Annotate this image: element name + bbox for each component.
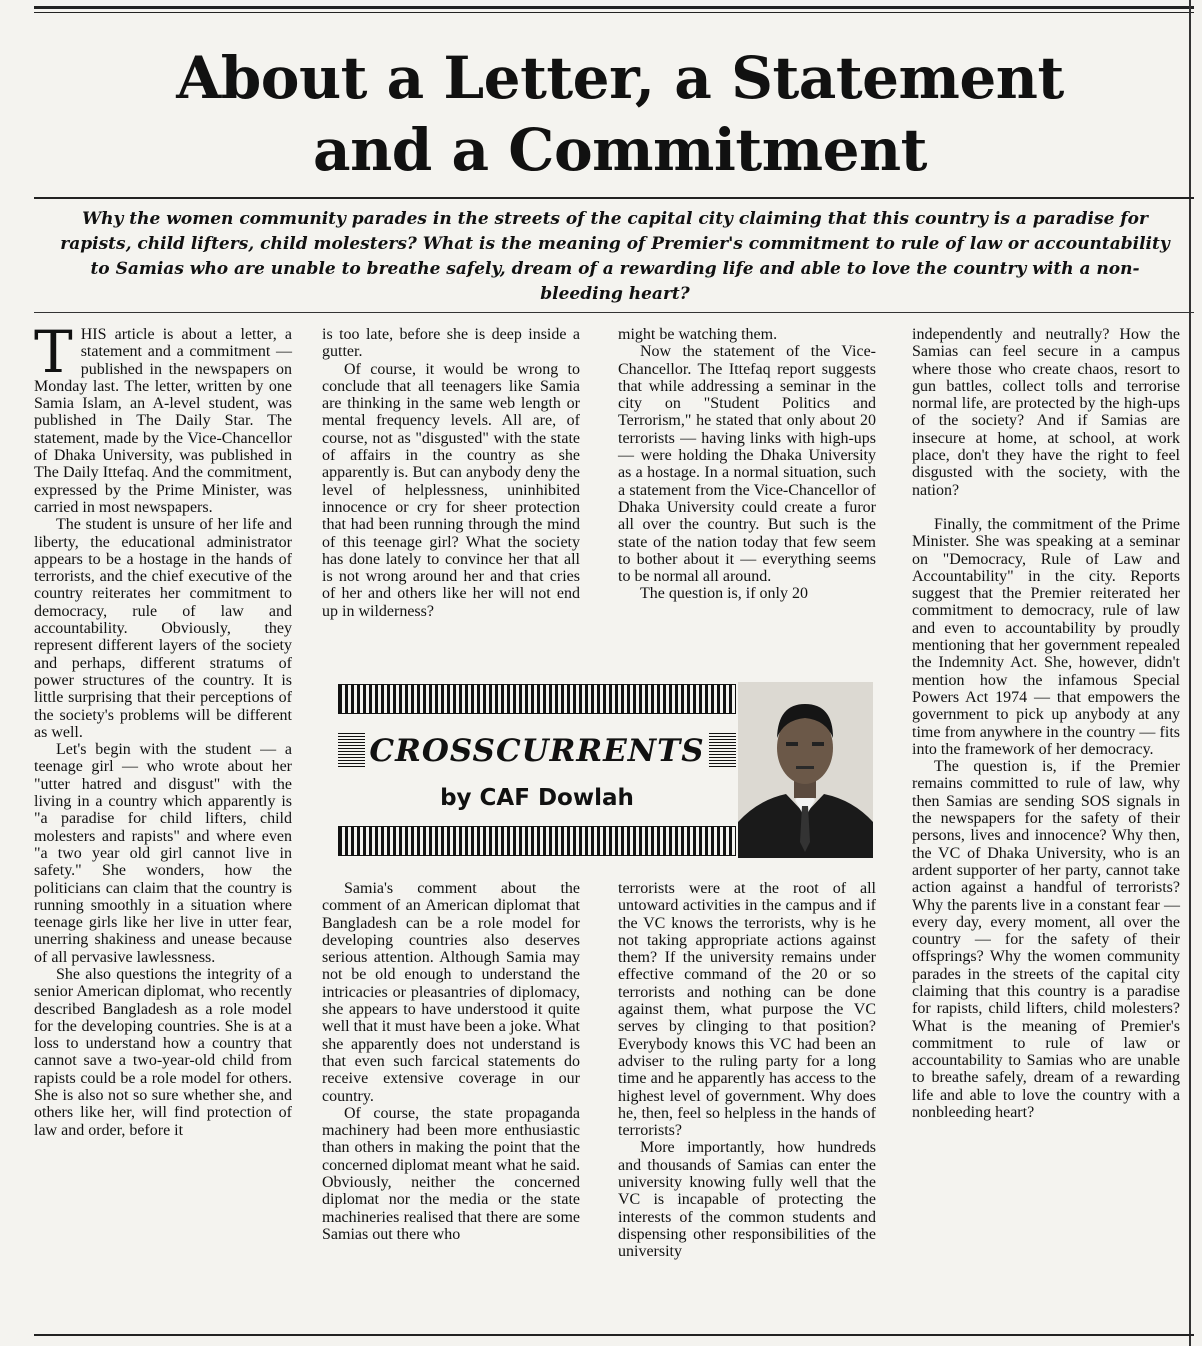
col3-para-3: The question is, if only 20 bbox=[640, 585, 808, 603]
column-1 bbox=[34, 318, 292, 1338]
column-title: CROSSCURRENTS bbox=[338, 733, 736, 769]
column-2-top bbox=[322, 326, 580, 676]
col4-para-2: Finally, the commitment of the Prime Minister. She was speaking at a seminar on "Democracy, Rule of Law and Accountability" in the city. Reports suggest that the Premier reiterated her commitment to democracy, rule of law and even to accountability by proudly mentioning that her government repealed the Indemnity Act. She, however, didn't mention how the infamous Special Powers Act 1974 — that empowers the government to pick up anybody at any time from anywhere in the country — fits into the framework of her democracy. bbox=[912, 515, 1180, 758]
col1-para-2: The student is unsure of her life and liberty, the educational administrator appears to be a hostage in the hands of terrorists, and the chief executive of the country reiterates her commitment to democracy, rule of law and accountability. Obviously, they represent different layers of the society and perhaps, different stratums of power structures of the country. It is little surprising that their perceptions of the society's problems will be different as well. bbox=[34, 516, 292, 741]
top-rule bbox=[34, 6, 1194, 9]
barcode-bar-bottom bbox=[338, 826, 736, 856]
bottom-rule bbox=[34, 1334, 1194, 1336]
author-portrait-icon bbox=[738, 682, 873, 858]
col2-bottom-para-2: Of course, the state propaganda machinery had been more enthusiastic than others in making the point that the concerned diplomat meant what he said. Obviously, neither the concerned diplomat nor the media or the state machineries realised that there are some Samias out there who bbox=[322, 1104, 580, 1243]
drop-cap: T bbox=[34, 318, 73, 386]
barcode-bar-top bbox=[338, 684, 736, 714]
col3-para-1: might be watching them. bbox=[618, 326, 778, 343]
col4-para-3: The question is, if the Premier remains committed to rule of law, why then Samias are sending SOS signals in the newspapers for the safety of their persons, lives and innocence? Why then, the VC of Dhaka University, who is an ardent supporter of her party, cannot take action against a handful of terrorists? Why the parents live in a constant fear — every day, every moment, all over the country — for the safety of their offsprings? Why the women community parades in the streets of the capital city claiming that this country is a paradise for rapists, child lifters, child molesters? What is the meaning of Premier's commitment to rule of law or accountability to Samias who are unable to breathe safely, dream of a rewarding life and able to love the country with a nonbleeding heart? bbox=[912, 758, 1180, 1122]
col3-para-2: Now the statement of the Vice-Chancellor. The Ittefaq report suggests that while addressing a seminar in the city on "Student Politics and Terrorism," he stated that only about 20 terrorists — having links with high-ups — were holding the Dhaka University as a hostage. In a normal situation, such a statement from the Vice-Chancellor of Dhaka University could create a furor all over the country. But such is the state of the nation today that few seem to bother about it — everything seems to be normal all around. bbox=[618, 343, 876, 586]
column-3-top bbox=[618, 326, 876, 676]
byline: by CAF Dowlah bbox=[440, 785, 634, 811]
deck-rule bbox=[34, 312, 1194, 313]
col2-bottom-para-1: Samia's comment about the comment of an American diplomat that Bangladesh can be a role model for developing countries also deserves serious attention. Although Samia may not be old enough to understand the intricacies or pleasantries of diplomacy, she appears to have understood it quite well that it must have been a joke. What she apparently does not understand is that even such farcical statements do receive extensive coverage in our country. bbox=[322, 880, 580, 1105]
col3-bottom-para-2: More importantly, how hundreds and thousands of Samias can enter the university knowing fully well that the VC is incapable of protecting the interests of the common students and dispensing other responsibilities of the university bbox=[618, 1139, 876, 1261]
headline-rule bbox=[34, 197, 1194, 199]
column-3-bottom bbox=[618, 880, 876, 1330]
headline-line-2: and a Commitment bbox=[313, 116, 927, 184]
col2-para-1: is too late, before she is deep inside a gutter. bbox=[322, 326, 580, 361]
col1-para-1: THIS article is about a letter, a statement and a commitment — published in the newspapers on Monday last. The letter, written by one Samia Islam, an A-level student, was published in The Daily Star. The statement, made by the Vice-Chancellor of Dhaka University, was published in The Daily Ittefaq. And the commitment, expressed by the Prime Minister, was carried in most newspapers. bbox=[34, 318, 292, 516]
column-2-bottom bbox=[322, 880, 580, 1330]
col1-para-3: Let's begin with the student — a teenage girl — who wrote about her "utter hatred and disgust" with the living in a country which apparently is "a paradise for child lifters, child molesters and rapists" and where even "a two year old girl cannot live in safety." She wonders, how the politicians can claim that the country is running smoothly in a situation where teenage girls like her live in utter fear, unerring shakiness and unease because of all pervasive lawlessness. bbox=[34, 741, 292, 966]
headline-line-1: About a Letter, a Statement bbox=[176, 44, 1064, 112]
headline bbox=[40, 42, 1200, 186]
col4-para-1: independently and neutrally? How the Samias can feel secure in a campus where those who create chaos, resort to gun battles, collect tolls and terrorise normal life, are protected by the high-ups of the society? And if Samias are insecure at home, at school, at work place, don't they have the right to feel disgusted with the society, with the nation? bbox=[912, 326, 1180, 499]
col3-bottom-para-1: terrorists were at the root of all untoward activities in the campus and if the VC knows the terrorists, why is he not taking appropriate actions against them? If the university remains under effective command of the 20 or so terrorists and nothing can be done against them, what purpose the VC serves by clinging to that position? Everybody knows this VC had been an adviser to the ruling party for a long time and he apparently has access to the highest level of government. Why does he, then, feel so helpless in the hands of terrorists? bbox=[618, 880, 876, 1140]
top-rule-thin bbox=[34, 12, 1194, 13]
col2-para-2: Of course, it would be wrong to conclude that all teenagers like Samia are thinking in the same web length or mental frequency levels. All are, of course, not as "disgusted" with the state of affairs in the country as she apparently is. But can anybody deny the level of helplessness, uninhibited innocence or cry for sheer protection that had been running through the mind of this teenage girl? What the society has done lately to convince her that all is not wrong around her and that cries of her and others like her will not end up in wilderness? bbox=[322, 360, 580, 620]
right-edge-rule bbox=[1189, 0, 1191, 1346]
deck-subhead: Why the women community parades in the streets of the capital city claiming that this country is a paradise for rapists, child lifters, child molesters? What is the meaning of Premier's commitment to rule of law or accountability to Samias who are unable to breathe safely, dream of a rewarding life and able to love the country with a non-bleeding heart? bbox=[60, 209, 1170, 304]
column-4 bbox=[912, 326, 1180, 1338]
column-logo-box bbox=[330, 680, 874, 860]
col1-para-4: She also questions the integrity of a senior American diplomat, who recently described Bangladesh as a role model for the developing countries. She is at a loss to understand how a country that cannot save a two-year-old child from rapists could be a role model for others. She is also not so sure whether she, and others like her, will find protection of law and order, before it bbox=[34, 965, 292, 1139]
